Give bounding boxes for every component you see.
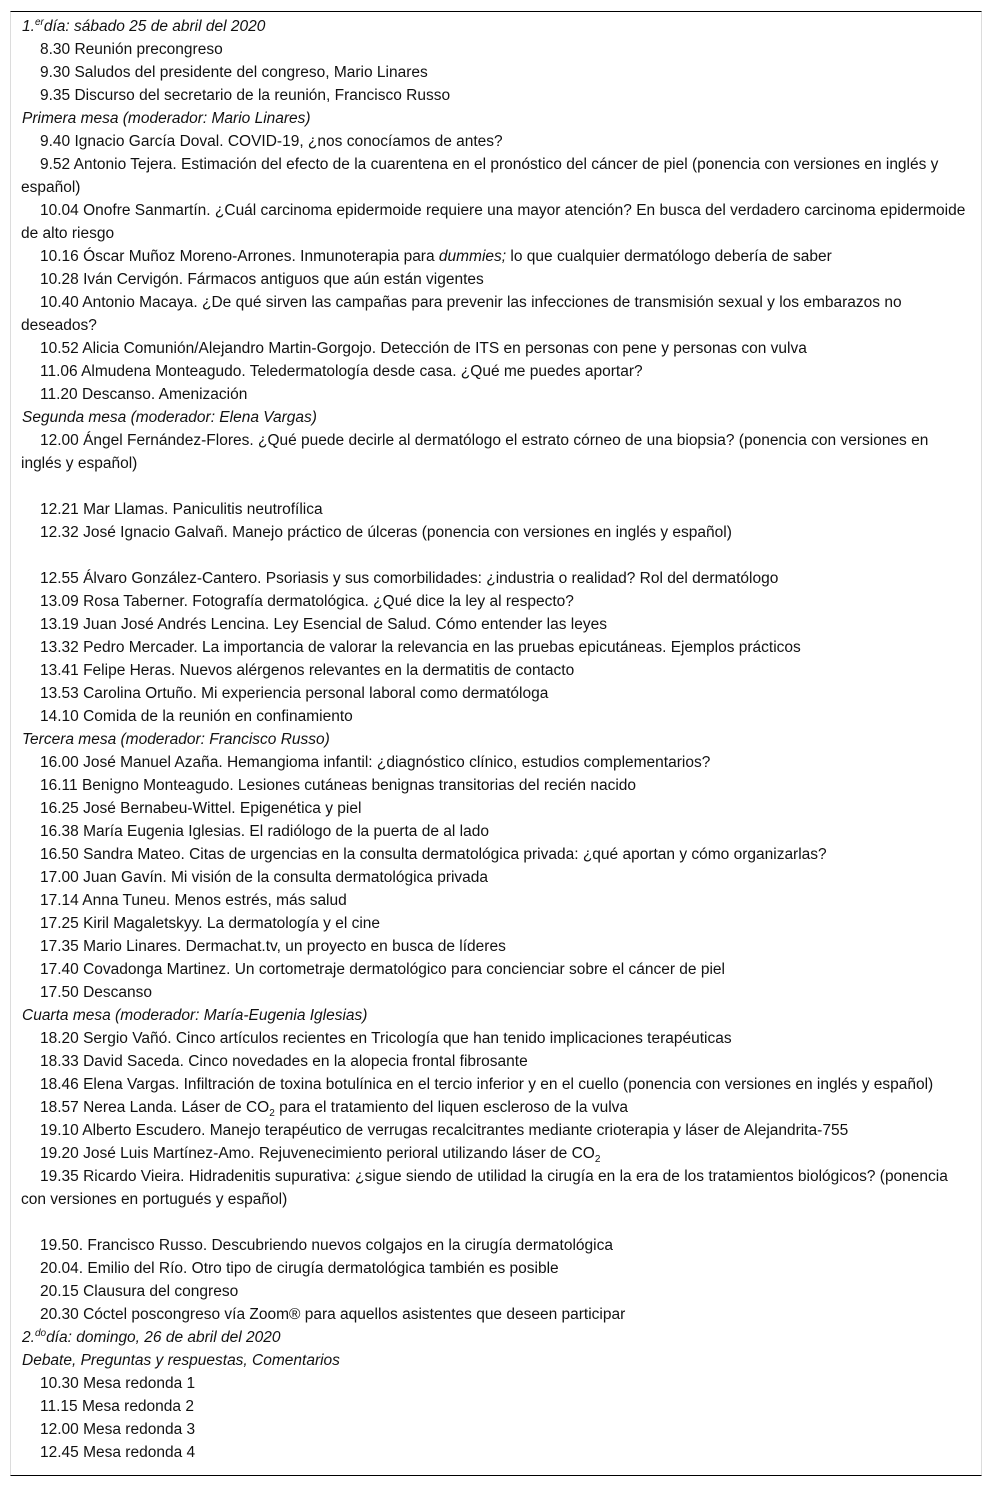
schedule-item: 11.06 Almudena Monteagudo. Teledermatología desde casa. ¿Qué me puedes aportar? (40, 363, 643, 380)
mesa4-heading: Cuarta mesa (moderador: María-Eugenia Iglesias) (22, 1007, 368, 1024)
schedule-item: 18.33 David Saceda. Cinco novedades en la alopecia frontal fibrosante (40, 1053, 528, 1070)
schedule-item: 19.50. Francisco Russo. Descubriendo nuevos colgajos en la cirugía dermatológica (40, 1237, 613, 1254)
blank-row (21, 1211, 971, 1234)
schedule-item: 20.04. Emilio del Río. Otro tipo de cirugía dermatológica también es posible (40, 1260, 559, 1277)
schedule-item: 12.45 Mesa redonda 4 (40, 1444, 196, 1461)
mesa3-heading: Tercera mesa (moderador: Francisco Russo) (22, 731, 330, 748)
schedule-item: 10.40 Antonio Macaya. ¿De qué sirven las campañas para prevenir las infecciones de transmisión sexual y los embarazos no deseados? (21, 294, 902, 334)
day1-heading: 1.$^{er}$día: sábado 25 de abril del 2020 (22, 17, 266, 35)
schedule-item: 18.46 Elena Vargas. Infiltración de toxina botulínica en el tercio inferior y en el cuello (ponencia con versiones en inglés y español) (40, 1076, 934, 1093)
schedule-item: 16.00 José Manuel Azaña. Hemangioma infantil: ¿diagnóstico clínico, estudios complementarios? (40, 754, 711, 771)
blank-row (21, 544, 971, 567)
schedule-item: 17.50 Descanso (40, 984, 153, 1001)
schedule-item: 19.35 Ricardo Vieira. Hidradenitis supurativa: ¿sigue siendo de utilidad la cirugía en la era de los tratamientos biológicos? (ponencia con versiones en portugués y español) (21, 1168, 948, 1208)
day2-heading: 2.$^{do}$día: domingo, 26 de abril del 2020 (22, 1328, 281, 1346)
schedule-item: 10.04 Onofre Sanmartín. ¿Cuál carcinoma epidermoide requiere una mayor atención? En busca del verdadero carcinoma epidermoide de alto riesgo (21, 202, 966, 242)
schedule-item: 9.40 Ignacio García Doval. COVID-19, ¿nos conocíamos de antes? (40, 133, 503, 150)
schedule-item: 12.55 Álvaro González-Cantero. Psoriasis y sus comorbilidades: ¿industria o realidad? Rol del dermatólogo (40, 570, 779, 587)
schedule-item: 10.16 Óscar Muñoz Moreno-Arrones. Inmunoterapia para dummies; lo que cualquier dermatólogo debería de saber (40, 248, 832, 265)
schedule-item: 10.28 Iván Cervigón. Fármacos antiguos que aún están vigentes (40, 271, 484, 288)
schedule-item: 12.00 Mesa redonda 3 (40, 1421, 196, 1438)
schedule-item: 13.19 Juan José Andrés Lencina. Ley Esencial de Salud. Cómo entender las leyes (40, 616, 607, 633)
schedule-item: 12.21 Mar Llamas. Paniculitis neutrofílica (40, 501, 323, 518)
schedule-item: 13.32 Pedro Mercader. La importancia de valorar la relevancia en las pruebas epicutáneas. Ejemplos prácticos (40, 639, 801, 656)
schedule-item: 13.53 Carolina Ortuño. Mi experiencia personal laboral como dermatóloga (40, 685, 549, 702)
schedule-item: 20.30 Cóctel poscongreso vía Zoom® para aquellos asistentes que deseen participar (40, 1306, 626, 1323)
schedule-item: 14.10 Comida de la reunión en confinamiento (40, 708, 353, 725)
schedule-item: 19.10 Alberto Escudero. Manejo terapéutico de verrugas recalcitrantes mediante crioterapia y láser de Alejandrita-755 (40, 1122, 849, 1139)
schedule-item: 12.32 José Ignacio Galvañ. Manejo práctico de úlceras (ponencia con versiones en inglés y español) (40, 524, 732, 541)
mesa1-heading: Primera mesa (moderador: Mario Linares) (22, 110, 311, 127)
mesa2-heading: Segunda mesa (moderador: Elena Vargas) (22, 409, 317, 426)
schedule-item: 13.09 Rosa Taberner. Fotografía dermatológica. ¿Qué dice la ley al respecto? (40, 593, 574, 610)
schedule-item: 8.30 Reunión precongreso (40, 41, 223, 58)
schedule-item: 16.11 Benigno Monteagudo. Lesiones cutáneas benignas transitorias del recién nacido (40, 777, 637, 794)
schedule-item: 18.57 Nerea Landa. Láser de $CO_2$ para el tratamiento del liquen escleroso de la vulva (40, 1099, 629, 1119)
schedule-item: 17.25 Kiril Magaletskyy. La dermatología y el cine (40, 915, 381, 932)
schedule-item: 17.35 Mario Linares. Dermachat.tv, un proyecto en busca de líderes (40, 938, 506, 955)
schedule-item: 9.30 Saludos del presidente del congreso, Mario Linares (40, 64, 428, 81)
schedule-item: 12.00 Ángel Fernández-Flores. ¿Qué puede decirle al dermatólogo el estrato córneo de una biopsia? (ponencia con versiones en inglés y español) (21, 432, 929, 472)
schedule-item: 9.52 Antonio Tejera. Estimación del efecto de la cuarentena en el pronóstico del cáncer de piel (ponencia con versiones en inglés y español) (21, 156, 939, 196)
schedule-item: 9.35 Discurso del secretario de la reunión, Francisco Russo (40, 87, 451, 104)
day2-subheading: Debate, Preguntas y respuestas, Comentarios (22, 1352, 340, 1369)
blank-row (21, 475, 971, 498)
schedule-item: 18.20 Sergio Vañó. Cinco artículos recientes en Tricología que han tenido implicaciones terapéuticas (40, 1030, 732, 1047)
schedule-item: 16.38 María Eugenia Iglesias. El radiólogo de la puerta de al lado (40, 823, 489, 840)
schedule-item: 13.41 Felipe Heras. Nuevos alérgenos relevantes en la dermatitis de contacto (40, 662, 575, 679)
schedule-item: 11.15 Mesa redonda 2 (40, 1398, 194, 1415)
schedule-item: 11.20 Descanso. Amenización (40, 386, 248, 403)
schedule-item: 16.50 Sandra Mateo. Citas de urgencias en la consulta dermatológica privada: ¿qué aportan y cómo organizarlas? (40, 846, 827, 863)
schedule-item: 20.15 Clausura del congreso (40, 1283, 239, 1300)
schedule-item: 17.00 Juan Gavín. Mi visión de la consulta dermatológica privada (40, 869, 489, 886)
schedule-item: 17.14 Anna Tuneu. Menos estrés, más salud (40, 892, 347, 909)
program-table (10, 11, 982, 1476)
program-content (11, 12, 981, 1464)
schedule-item: 19.20 José Luis Martínez-Amo. Rejuvenecimiento perioral utilizando láser de $CO_2$ (40, 1145, 601, 1165)
schedule-item: 10.52 Alicia Comunión/Alejandro Martin-Gorgojo. Detección de ITS en personas con pene y personas con vulva (40, 340, 807, 357)
schedule-item: 16.25 José Bernabeu-Wittel. Epigenética y piel (40, 800, 362, 817)
schedule-item: 17.40 Covadonga Martinez. Un cortometraje dermatológico para concienciar sobre el cáncer de piel (40, 961, 725, 978)
schedule-item: 10.30 Mesa redonda 1 (40, 1375, 196, 1392)
